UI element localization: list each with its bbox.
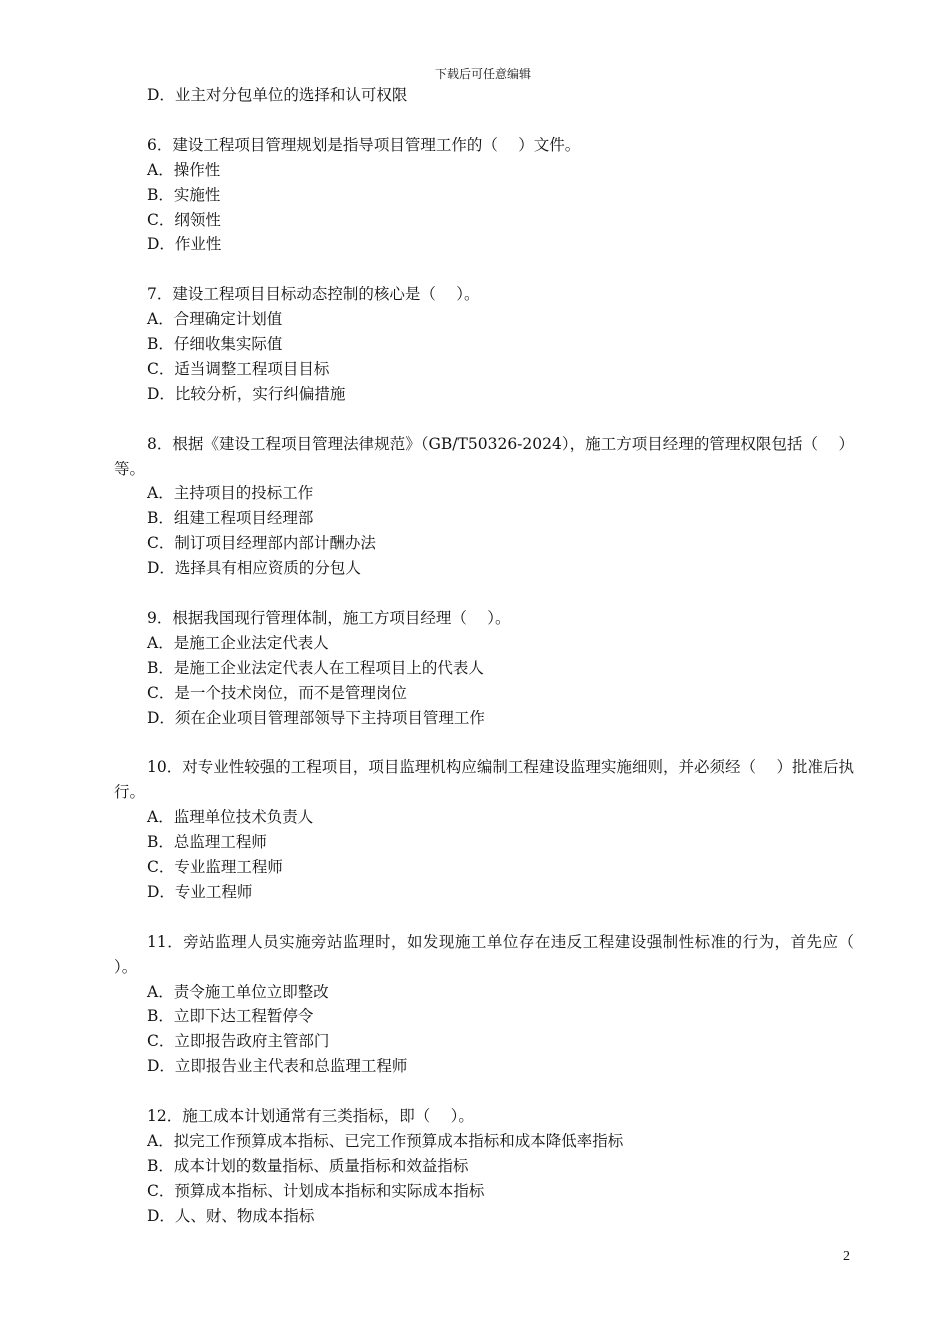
question-stem: 7．建设工程项目目标动态控制的核心是（ ）。 bbox=[147, 285, 480, 304]
option-b: B．总监理工程师 bbox=[147, 833, 267, 852]
option-b: B．仔细收集实际值 bbox=[147, 335, 283, 354]
question-7 bbox=[114, 282, 854, 407]
question-6 bbox=[114, 133, 854, 258]
option-b: B．组建工程项目经理部 bbox=[147, 509, 314, 528]
option-a: A．是施工企业法定代表人 bbox=[147, 633, 329, 652]
option-c: C．预算成本指标、计划成本指标和实际成本指标 bbox=[147, 1181, 485, 1200]
option-d: D．作业性 bbox=[147, 235, 222, 254]
option-b: B．立即下达工程暂停令 bbox=[147, 1007, 314, 1026]
question-stem: 9．根据我国现行管理体制，施工方项目经理（ ）。 bbox=[147, 608, 511, 627]
page-number: 2 bbox=[843, 1249, 850, 1264]
option-c: C．制订项目经理部内部计酬办法 bbox=[147, 534, 376, 553]
question-stem: 6．建设工程项目管理规划是指导项目管理工作的（ ）文件。 bbox=[147, 135, 581, 154]
option-d: D．比较分析，实行纠偏措施 bbox=[147, 384, 346, 403]
option-b: B．成本计划的数量指标、质量指标和效益指标 bbox=[147, 1156, 469, 1175]
question-11 bbox=[114, 930, 875, 1079]
option-d: D．须在企业项目管理部领导下主持项目管理工作 bbox=[147, 708, 485, 727]
question-list bbox=[114, 83, 875, 1229]
option-a: A．责令施工单位立即整改 bbox=[147, 982, 329, 1001]
option-a: A．合理确定计划值 bbox=[147, 310, 283, 329]
option-c: C．是一个技术岗位，而不是管理岗位 bbox=[147, 683, 407, 702]
option-a: A．主持项目的投标工作 bbox=[147, 484, 314, 503]
option-d: D．人、财、物成本指标 bbox=[147, 1206, 315, 1225]
option-c: C．专业监理工程师 bbox=[147, 858, 283, 877]
intro-option-d: D．业主对分包单位的选择和认可权限 bbox=[147, 86, 408, 104]
question-stem: 12．施工成本计划通常有三类指标，即（ ）。 bbox=[147, 1107, 474, 1126]
question-8 bbox=[114, 432, 854, 581]
option-b: B．是施工企业法定代表人在工程项目上的代表人 bbox=[147, 658, 484, 677]
spacer bbox=[114, 731, 854, 756]
question-stem: 10．对专业性较强的工程项目，项目监理机构应编制工程建设监理实施细则，并必须经（ ）批准后执行。 bbox=[114, 758, 854, 802]
spacer bbox=[114, 257, 854, 282]
spacer bbox=[114, 407, 854, 432]
spacer bbox=[114, 1079, 854, 1104]
spacer bbox=[114, 108, 854, 133]
spacer bbox=[114, 905, 854, 930]
question-9 bbox=[114, 606, 854, 731]
option-c: C．适当调整工程项目目标 bbox=[147, 359, 330, 378]
option-d: D．专业工程师 bbox=[147, 882, 253, 901]
spacer bbox=[114, 581, 854, 606]
option-a: A．拟完工作预算成本指标、已完工作预算成本指标和成本降低率指标 bbox=[147, 1131, 624, 1150]
option-b: B．实施性 bbox=[147, 185, 221, 204]
question-10 bbox=[114, 755, 854, 904]
question-12 bbox=[114, 1104, 854, 1229]
option-c: C．立即报告政府主管部门 bbox=[147, 1032, 330, 1051]
option-d: D．立即报告业主代表和总监理工程师 bbox=[147, 1057, 408, 1076]
page-header-note: 下载后可任意编辑 bbox=[434, 67, 531, 81]
option-a: A．操作性 bbox=[147, 160, 221, 179]
option-d: D．选择具有相应资质的分包人 bbox=[147, 559, 361, 578]
option-c: C．纲领性 bbox=[147, 210, 221, 229]
option-a: A．监理单位技术负责人 bbox=[147, 808, 314, 827]
question-stem: 8．根据《建设工程项目管理法律规范》（GB/T50326-2024），施工方项目经理的管理权限包括（ ）等。 bbox=[114, 434, 854, 478]
question-stem: 11．旁站监理人员实施旁站监理时，如发现施工单位存在违反工程建设强制性标准的行为，首先应（ ）。 bbox=[114, 932, 875, 976]
